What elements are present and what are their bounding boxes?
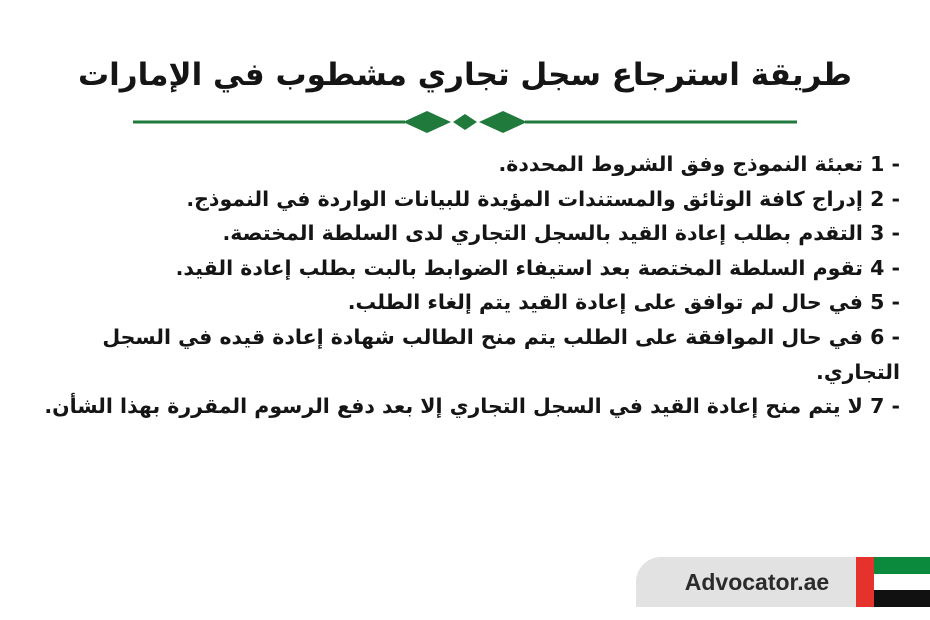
flag-black-stripe (874, 590, 930, 607)
page-title: طريقة استرجاع سجل تجاري مشطوب في الإمارات (78, 56, 852, 93)
step-number: 4 - (870, 255, 900, 280)
uae-flag-icon (856, 557, 930, 607)
step-item (24, 182, 900, 217)
step-number: 7 - (870, 394, 900, 419)
step-text: إدراج كافة الوثائق والمستندات المؤيدة للبيانات الواردة في النموذج. (186, 186, 863, 211)
ornamental-divider (133, 110, 797, 134)
step-item (24, 147, 900, 182)
step-text: تعبئة النموذج وفق الشروط المحددة. (498, 152, 863, 176)
step-item (24, 389, 900, 424)
divider-diamond-left (403, 111, 451, 133)
steps-list (24, 147, 900, 424)
step-number: 3 - (870, 221, 900, 246)
flag-red-stripe (856, 557, 874, 607)
step-number: 2 - (870, 186, 900, 211)
flag-white-stripe (874, 574, 930, 590)
step-number: 5 - (870, 290, 900, 315)
divider-diamond-center (453, 114, 477, 130)
step-text: تقوم السلطة المختصة بعد استيفاء الضوابط بالبت بطلب إعادة القيد. (175, 255, 863, 280)
step-text: التقدم بطلب إعادة القيد بالسجل التجاري لدى السلطة المختصة. (222, 221, 863, 246)
step-number: 6 - (870, 324, 900, 349)
step-item (24, 285, 900, 320)
step-item (24, 251, 900, 286)
step-number: 1 - (870, 152, 900, 176)
step-item (24, 320, 900, 389)
step-text: في حال لم توافق على إعادة القيد يتم إلغاء الطلب. (347, 290, 863, 315)
flag-green-stripe (874, 557, 930, 574)
step-text: في حال الموافقة على الطلب يتم منح الطالب شهادة إعادة قيده في السجل التجاري. (102, 324, 900, 384)
divider-diamond-right (479, 111, 527, 133)
step-item (24, 216, 900, 251)
step-text: لا يتم منح إعادة القيد في السجل التجاري إلا بعد دفع الرسوم المقررة بهذا الشأن. (44, 394, 863, 419)
brand-name: Advocator.ae (684, 569, 830, 595)
